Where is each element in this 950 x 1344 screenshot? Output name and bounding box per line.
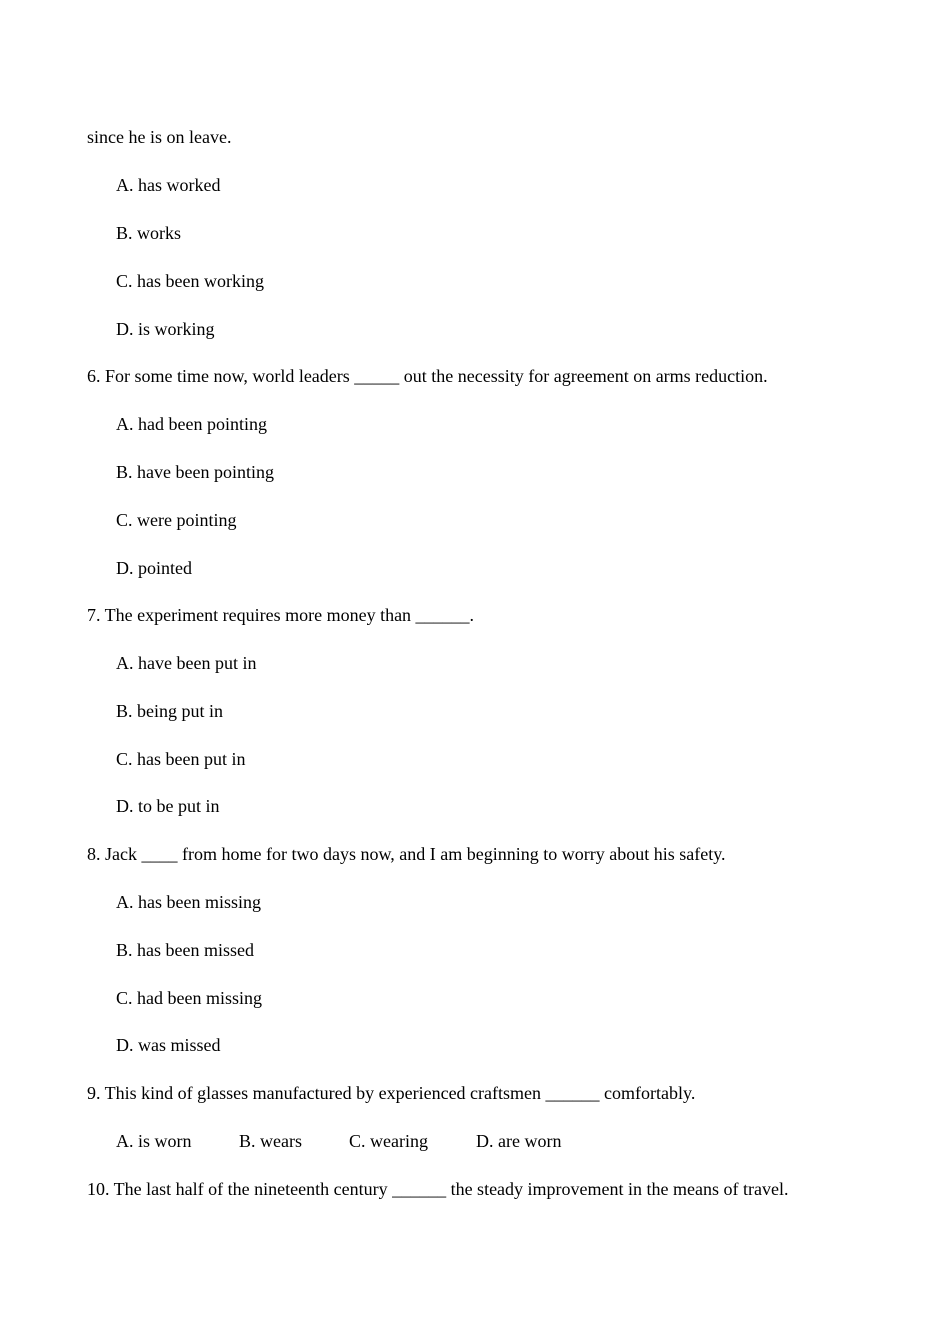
question-5-option-d: D. is working bbox=[116, 319, 215, 339]
question-5-option-c: C. has been working bbox=[116, 271, 264, 291]
question-5-option-b: B. works bbox=[116, 223, 182, 243]
question-8-option-c: C. had been missing bbox=[116, 988, 262, 1008]
question-6-option-b: B. have been pointing bbox=[116, 462, 274, 482]
question-6-option-d: D. pointed bbox=[116, 558, 192, 578]
question-6-option-a: A. had been pointing bbox=[116, 414, 267, 434]
question-9-option-a: A. is worn bbox=[116, 1131, 192, 1151]
question-8-option-d: D. was missed bbox=[116, 1035, 221, 1055]
question-8-option-b: B. has been missed bbox=[116, 940, 254, 960]
question-9-stem: 9. This kind of glasses manufactured by experienced craftsmen ______ comfortably. bbox=[87, 1083, 696, 1103]
question-7-option-b: B. being put in bbox=[116, 701, 223, 721]
question-9-option-d: D. are worn bbox=[476, 1131, 562, 1151]
question-6-stem: 6. For some time now, world leaders _____ out the necessity for agreement on arms reduction. bbox=[87, 366, 768, 386]
question-9-option-c: C. wearing bbox=[349, 1131, 428, 1151]
question-7-option-d: D. to be put in bbox=[116, 796, 220, 816]
question-5-option-a: A. has worked bbox=[116, 175, 221, 195]
question-9-option-b: B. wears bbox=[239, 1131, 302, 1151]
question-7-option-c: C. has been put in bbox=[116, 749, 246, 769]
question-8-option-a: A. has been missing bbox=[116, 892, 261, 912]
question-10-stem: 10. The last half of the nineteenth century ______ the steady improvement in the means of travel. bbox=[87, 1179, 789, 1199]
question-8-stem: 8. Jack ____ from home for two days now, and I am beginning to worry about his safety. bbox=[87, 844, 726, 864]
question-5-continuation: since he is on leave. bbox=[87, 127, 232, 147]
question-6-option-c: C. were pointing bbox=[116, 510, 237, 530]
question-7-stem: 7. The experiment requires more money than ______. bbox=[87, 605, 475, 625]
question-7-option-a: A. have been put in bbox=[116, 653, 257, 673]
